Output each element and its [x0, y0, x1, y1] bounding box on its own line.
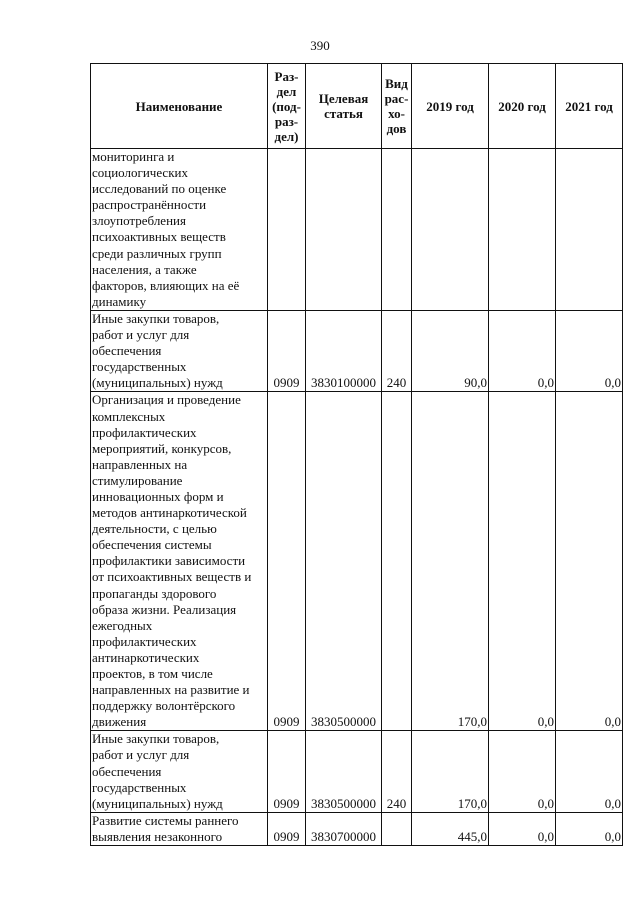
row-name-line: злоупотребления — [92, 213, 186, 229]
row-name-line: (муниципальных) нужд — [92, 795, 223, 811]
row-name-line: от психоактивных веществ и — [92, 569, 252, 585]
expense-type-cell — [382, 149, 412, 311]
row-name-line: психоактивных веществ — [92, 229, 226, 245]
row-name-line: стимулирование — [92, 472, 183, 488]
row-name-line: динамику — [92, 293, 147, 309]
amount-2020-cell: 0,0 — [489, 731, 556, 812]
row-name-line: методов антинаркотической — [92, 505, 247, 521]
amount-2020-cell: 0,0 — [489, 310, 556, 391]
row-name-cell — [91, 149, 268, 311]
table-row — [91, 392, 623, 731]
page-number: 390 — [310, 38, 330, 53]
row-name-line: направленных на — [92, 456, 188, 472]
budget-table — [90, 63, 623, 846]
header-2021: 2021 год — [556, 64, 623, 149]
table-row — [91, 812, 623, 845]
amount-2021-cell — [556, 149, 623, 311]
row-name-line: мониторинга и — [92, 149, 175, 164]
row-name-line: профилактических — [92, 633, 197, 649]
row-name-line: Иные закупки товаров, — [92, 731, 220, 747]
header-article: Целевая статья — [306, 64, 382, 149]
amount-2019-cell: 170,0 — [412, 731, 489, 812]
amount-2020-cell — [489, 149, 556, 311]
row-name-line: государственных — [92, 359, 187, 375]
header-2019: 2019 год — [412, 64, 489, 149]
header-row — [91, 64, 623, 149]
row-name-line: Организация и проведение — [92, 392, 241, 408]
article-cell — [306, 149, 382, 311]
amount-2019-cell: 170,0 — [412, 392, 489, 731]
amount-2020-cell: 0,0 — [489, 812, 556, 845]
row-name-line: антинаркотических — [92, 649, 200, 665]
amount-2019-cell: 90,0 — [412, 310, 489, 391]
header-name: Наименование — [91, 64, 268, 149]
table-body — [91, 149, 623, 846]
row-name-line: пропаганды здорового — [92, 585, 217, 601]
section-cell: 0909 — [268, 392, 306, 731]
row-name-line: обеспечения — [92, 343, 162, 359]
amount-2021-cell: 0,0 — [556, 310, 623, 391]
header-2020: 2020 год — [489, 64, 556, 149]
row-name-line: профилактических — [92, 424, 197, 440]
row-name-line: направленных на развитие и — [92, 682, 250, 698]
expense-type-cell — [382, 812, 412, 845]
row-name-line: комплексных — [92, 408, 166, 424]
expense-type-cell: 240 — [382, 310, 412, 391]
row-name-line: среди различных групп — [92, 245, 222, 261]
article-cell: 3830700000 — [306, 812, 382, 845]
row-name-line: ежегодных — [92, 617, 153, 633]
article-cell: 3830100000 — [306, 310, 382, 391]
row-name-line: социологических — [92, 165, 188, 181]
row-name-line: распространённости — [92, 197, 207, 213]
row-name-line: Иные закупки товаров, — [92, 310, 220, 326]
row-name-line: факторов, влияющих на её — [92, 277, 240, 293]
amount-2021-cell: 0,0 — [556, 731, 623, 812]
header-section: Раз- дел (под- раз- дел) — [268, 64, 306, 149]
article-cell: 3830500000 — [306, 731, 382, 812]
row-name-line: обеспечения системы — [92, 537, 212, 553]
row-name-cell — [91, 310, 268, 391]
table-row — [91, 731, 623, 812]
row-name-line: работ и услуг для — [92, 747, 190, 763]
table-row — [91, 310, 623, 391]
row-name-line: проектов, в том числе — [92, 666, 213, 681]
section-cell — [268, 149, 306, 311]
section-cell: 0909 — [268, 812, 306, 845]
section-cell: 0909 — [268, 731, 306, 812]
amount-2019-cell — [412, 149, 489, 311]
row-name-line: профилактики зависимости — [92, 553, 246, 569]
amount-2021-cell: 0,0 — [556, 812, 623, 845]
table-row — [91, 149, 623, 311]
row-name-line: Развитие системы раннего — [92, 812, 239, 828]
row-name-line: образа жизни. Реализация — [92, 601, 237, 617]
row-name-line: поддержку волонтёрского — [92, 698, 236, 714]
row-name-line: инновационных форм и — [92, 488, 224, 504]
amount-2020-cell: 0,0 — [489, 392, 556, 731]
row-name-line: государственных — [92, 779, 187, 795]
article-cell: 3830500000 — [306, 392, 382, 731]
row-name-line: движения — [92, 714, 147, 730]
row-name-line: обеспечения — [92, 763, 162, 779]
row-name-cell — [91, 731, 268, 812]
row-name-line: работ и услуг для — [92, 327, 190, 343]
expense-type-cell: 240 — [382, 731, 412, 812]
header-expense-type: Вид рас- хо- дов — [382, 64, 412, 149]
row-name-cell — [91, 812, 268, 845]
row-name-line: исследований по оценке — [92, 181, 227, 197]
row-name-line: выявления незаконного — [92, 828, 223, 844]
row-name-line: населения, а также — [92, 261, 197, 277]
amount-2021-cell: 0,0 — [556, 392, 623, 731]
amount-2019-cell: 445,0 — [412, 812, 489, 845]
row-name-line: (муниципальных) нужд — [92, 375, 223, 391]
expense-type-cell — [382, 392, 412, 731]
section-cell: 0909 — [268, 310, 306, 391]
row-name-cell — [91, 392, 268, 731]
row-name-line: мероприятий, конкурсов, — [92, 440, 232, 456]
row-name-line: деятельности, с целью — [92, 521, 217, 537]
